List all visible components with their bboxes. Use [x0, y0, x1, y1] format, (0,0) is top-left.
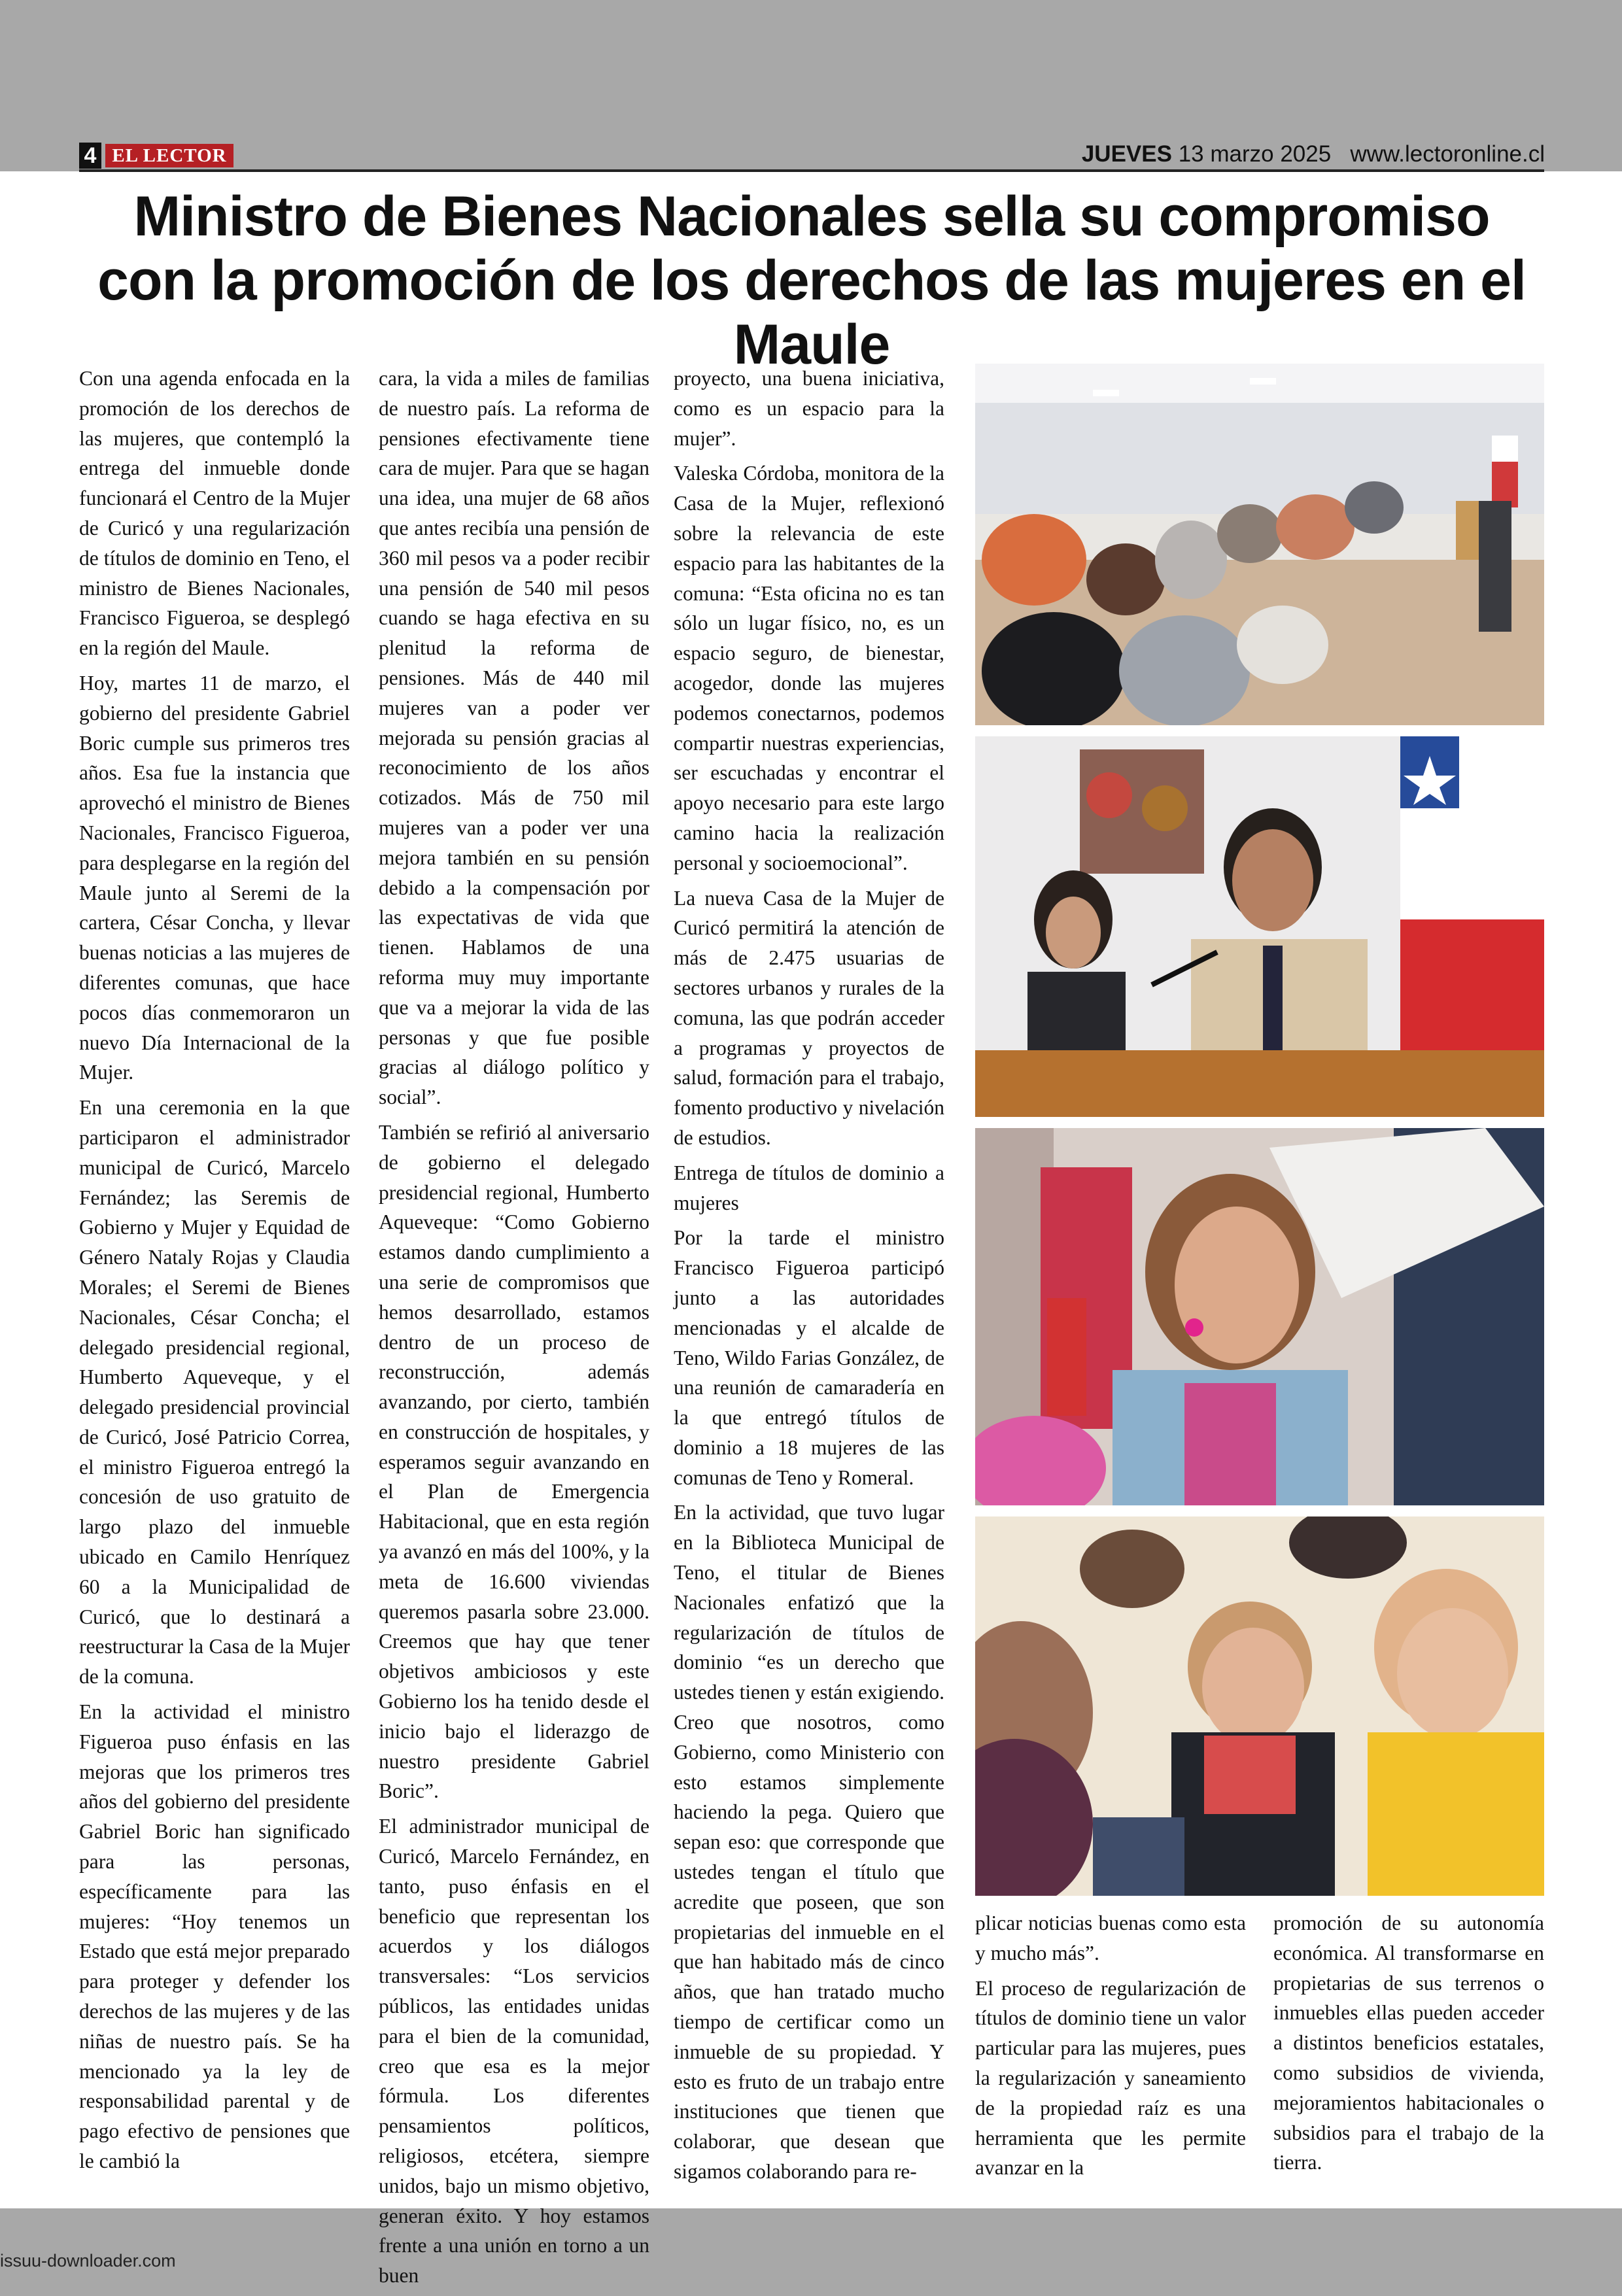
el-lector-logo: EL LECTOR: [105, 144, 233, 167]
article-column-3: [674, 364, 944, 2192]
day-label: JUEVES: [1081, 141, 1172, 167]
article-column-2: [379, 364, 649, 2296]
dateline: [1082, 141, 1545, 167]
paragraph: cara, la vida a miles de familias de nuestro país. La reforma de pensiones efectivamente tiene cara de mujer. Para que se hagan una idea, una mujer de 68 años que antes recibía una pensión de 360 mil pesos va a poder recibir una pensión de 540 mil pesos cuando se haga efectiva en su plenitud la reforma de pensiones. Más de 440 mil mujeres van a poder ver mejorada su pensión gracias al reconocimiento de los años cotizados. Más de 750 mil mujeres van a poder ver una mejora también en su pensión debido a la compensación por las expectativas de vida que tienen. Hablamos de una reforma muy muy importante que va a mejorar la vida de las personas y que fue posible gracias al diálogo político y social”.: [379, 367, 649, 1109]
paragraph: También se refirió al aniversario de gobierno el delegado presidencial regional, Humberto Aqueveque: “Como Gobierno estamos dando cumplimiento a una serie de compromisos que hemos desarrollado, estamos dentro de un proceso de reconstrucción, además avanzando, por cierto, también en construcción de hospitales, y esperamos seguir avanzando en el Plan de Emergencia Habitacional, que en esta región ya avanzó en más del 100%, y la meta de 16.600 viviendas queremos pasarla sobre 23.000. Creemos que hay que tener objetivos ambiciosos y este Gobierno los ha tenido desde el inicio bajo el liderazgo de nuestro presidente Gabriel Boric”.: [379, 1120, 649, 1803]
paragraph: El administrador municipal de Curicó, Marcelo Fernández, en tanto, puso énfasis en el beneficio que representan los acuerdos y los diálogos transversales: “Los servicios públicos, las entidades unidas para el bien de la comunidad, creo que esa es la mejor fórmula. Los diferentes pensamientos políticos, religiosos, etcétera, siempre unidos, bajo un mismo objetivo, generan éxito. Y hoy estamos frente a una unión en torno a un buen: [379, 1815, 649, 2287]
article-column-1: [79, 364, 350, 2182]
article-column-4: [975, 1908, 1246, 2188]
watermark: issuu-downloader.com: [0, 2251, 176, 2270]
paragraph: En la actividad el ministro Figueroa puso énfasis en las mejoras que los primeros tres años del gobierno del presidente Gabriel Boric han significado para las personas, específicamente para las mujeres: “Hoy tenemos un Estado que está mejor preparado para proteger y defender los derechos de las mujeres y de las niñas de nuestro país. Se ha mencionado ya la ley de responsabilidad parental y de pago efectivo de pensiones que le cambió la: [79, 1700, 350, 2173]
date-label: 13 marzo 2025: [1178, 141, 1332, 167]
article-column-5: [1273, 1908, 1544, 2183]
website-label: www.lectoronline.cl: [1350, 141, 1545, 167]
header-rule: [79, 169, 1544, 172]
paragraph: proyecto, una buena iniciativa, como es un espacio para la mujer”.: [674, 367, 944, 450]
paragraph: plicar noticias buenas como esta y mucho más”.: [975, 1911, 1246, 1964]
paragraph: En una ceremonia en la que participaron el administrador municipal de Curicó, Marcelo Fernández; las Seremis de Gobierno y Mujer y Equidad de Género Nataly Rojas y Claudia Morales; el Seremi de Bienes Nacionales, César Concha; el delegado presidencial regional, Humberto Aqueveque, y el delegado presidencial provincial de Curicó, José Patricio Correa, el ministro Figueroa entregó la concesión de uso gratuito de largo plazo del inmueble ubicado en Camilo Henríquez 60 a la Municipalidad de Curicó, que lo destinará a reestructurar la Casa de la Mujer de la comuna.: [79, 1096, 350, 1688]
page-number: 4: [79, 143, 101, 169]
photo-audience-women: [975, 1516, 1544, 1896]
photo-woman-smiling: [975, 1128, 1544, 1505]
paragraph: Por la tarde el ministro Francisco Figueroa participó junto a las autoridades mencionadas y el alcalde de Teno, Wildo Farias González, de una reunión de camaradería en la que entregó títulos de dominio a 18 mujeres de las comunas de Teno y Romeral.: [674, 1226, 944, 1489]
headline: Ministro de Bienes Nacionales sella su compromiso con la promoción de los derechos de las mujeres en el Maule: [97, 185, 1526, 376]
paragraph: En la actividad, que tuvo lugar en la Biblioteca Municipal de Teno, el titular de Bienes Nacionales enfatizó que la regularización de títulos de dominio “es un derecho que ustedes tienen y están exigiendo. Creo que nosotros, como Gobierno, como Ministerio con esto estamos simplemente haciendo la pega. Quiero que sepan eso: que corresponde que ustedes tengan el título que acredite que poseen, que son propietarias del inmueble en el que han habitado más de cinco años, que han tratado mucho tiempo de certificar como un inmueble de su propiedad. Y esto es fruto de un trabajo entre instituciones que tienen que colaborar, que desean que sigamos colaborando para re-: [674, 1501, 944, 2184]
paragraph: promoción de su autonomía económica. Al transformarse en propietarias de sus terrenos o inmuebles ellas pueden acceder a distintos beneficios estatales, como subsidios de vivienda, mejoramientos habitacionales o subsidios para el trabajo de la tierra.: [1273, 1911, 1544, 2174]
photo-minister-speaking: [975, 736, 1544, 1117]
paragraph: El proceso de regularización de títulos de dominio tiene un valor particular para las mujeres, pues la regularización y saneamiento de la propiedad raíz es una herramienta que les permite avanzar en la: [975, 1976, 1246, 2180]
subheading: Entrega de títulos de dominio a mujeres: [674, 1161, 944, 1214]
paragraph: Valeska Córdoba, monitora de la Casa de la Mujer, reflexionó sobre la relevancia de este espacio para las habitantes de la comuna: “Esta oficina no es tan sólo un lugar físico, no, es un espacio seguro, de bienestar, acogedor, donde las mujeres podemos conectarnos, podemos compartir nuestras experiencias, ser escuchadas y encontrar el apoyo necesario para este largo camino hacia la realización personal y socioemocional”.: [674, 462, 944, 874]
photo-ceremony-audience: [975, 364, 1544, 725]
paragraph: Con una agenda enfocada en la promoción de los derechos de las mujeres, que contempló la entrega del inmueble donde funcionará el Centro de la Mujer de Curicó y una regularización de títulos de dominio en Teno, el ministro de Bienes Nacionales, Francisco Figueroa, se desplegó en la región del Maule.: [79, 367, 350, 660]
paragraph: Hoy, martes 11 de marzo, el gobierno del presidente Gabriel Boric cumple sus primeros tres años. Esa fue la instancia que aprovechó el ministro de Bienes Nacionales, Francisco Figueroa, para desplegarse en la región del Maule junto al Seremi de la cartera, César Concha, y llevar buenas noticias a las mujeres de diferentes comunas, que hace pocos días conmemoraron un nuevo Día Internacional de la Mujer.: [79, 671, 350, 1084]
paragraph: La nueva Casa de la Mujer de Curicó permitirá la atención de más de 2.475 usuarias de sectores urbanos y rurales de la comuna, las que podrán acceder a programas y proyectos de salud, formación para el trabajo, fomento productivo y nivelación de estudios.: [674, 886, 944, 1149]
